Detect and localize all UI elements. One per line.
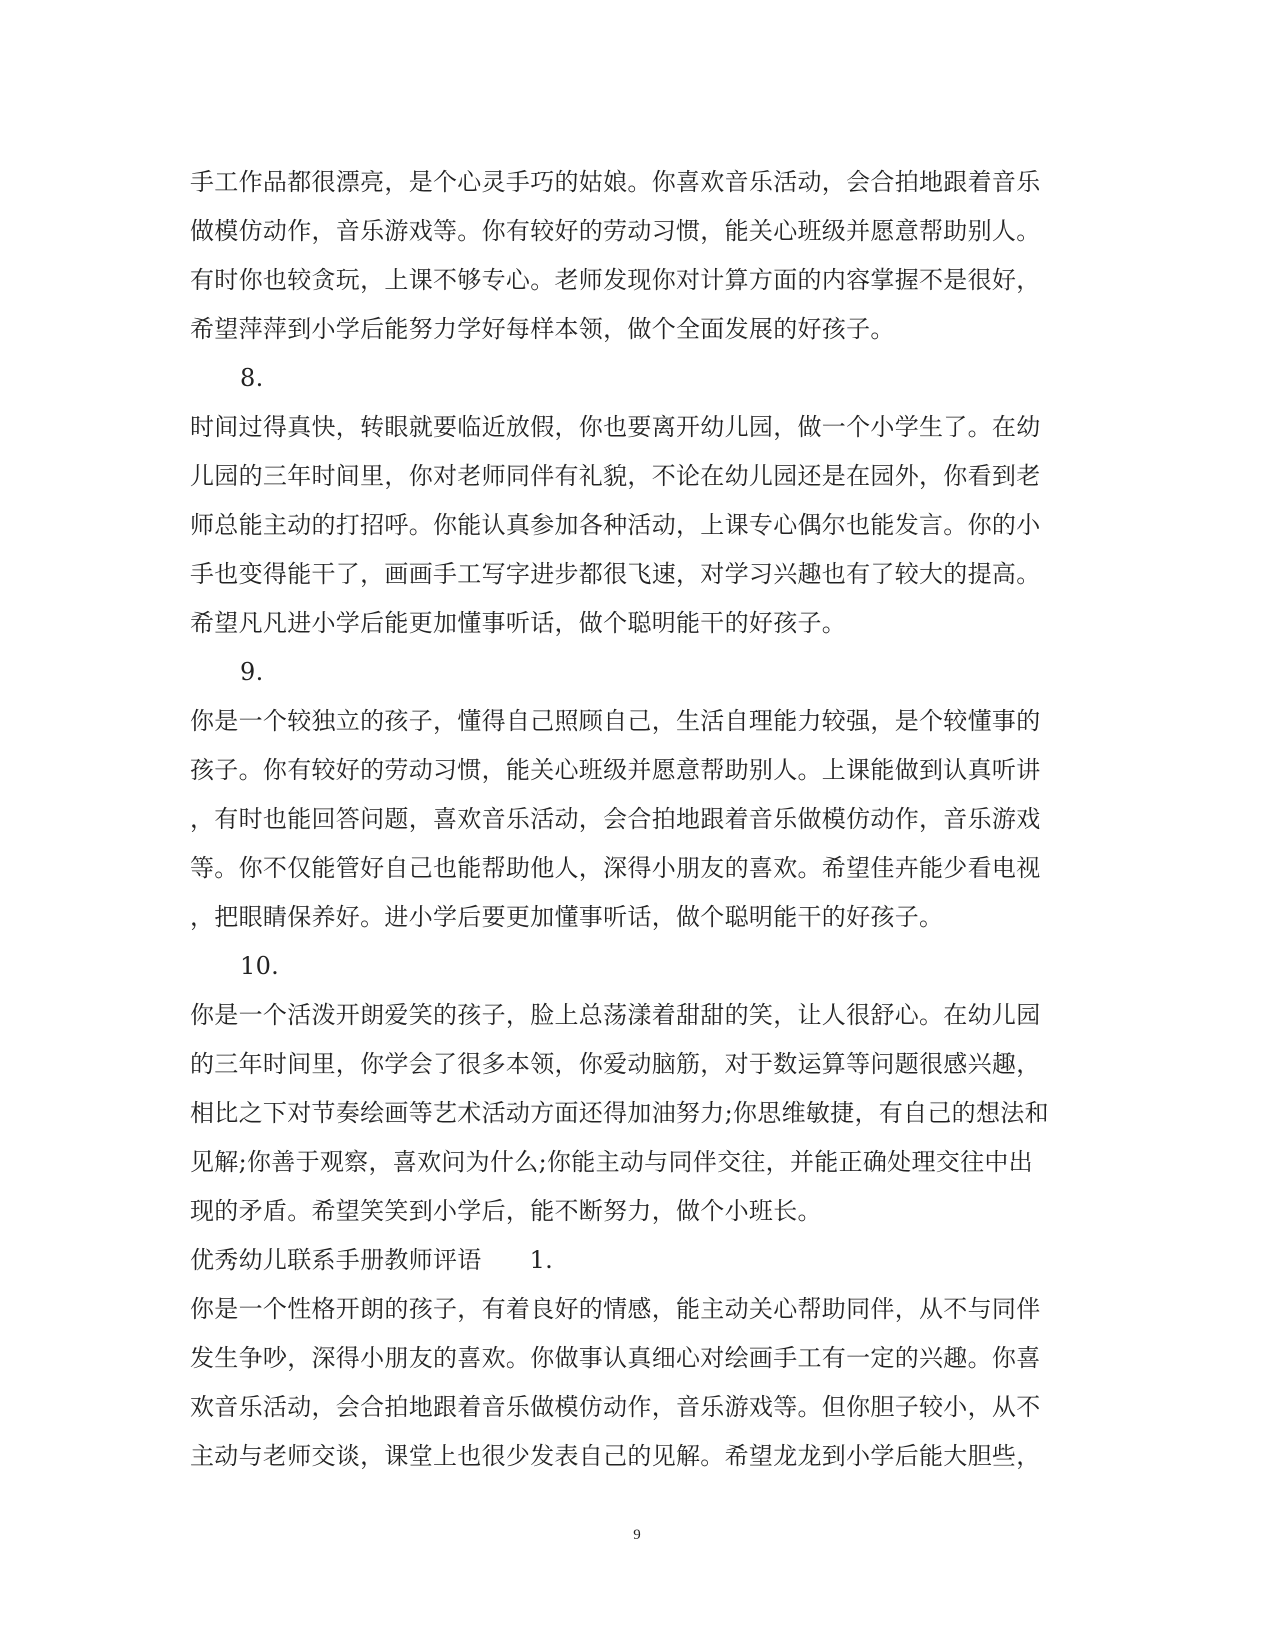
text-line: 有时你也较贪玩，上课不够专心。老师发现你对计算方面的内容掌握不是很好， bbox=[190, 266, 1041, 294]
text-line: 欢音乐活动，会合拍地跟着音乐做模仿动作，音乐游戏等。但你胆子较小，从不 bbox=[190, 1393, 1041, 1421]
text-line: 的三年时间里，你学会了很多本领，你爱动脑筋，对于数运算等问题很感兴趣， bbox=[190, 1050, 1041, 1078]
section-heading-title: 优秀幼儿联系手册教师评语 bbox=[190, 1246, 482, 1274]
text-line: 希望凡凡进小学后能更加懂事听话，做个聪明能干的好孩子。 bbox=[190, 609, 847, 637]
text-line: 现的矛盾。希望笑笑到小学后，能不断努力，做个小班长。 bbox=[190, 1197, 822, 1225]
item-number: 9. bbox=[240, 658, 264, 686]
section-heading-number: 1. bbox=[529, 1246, 554, 1274]
text-line: 你是一个较独立的孩子，懂得自己照顾自己，生活自理能力较强，是个较懂事的 bbox=[190, 707, 1041, 735]
section-heading bbox=[190, 1236, 1090, 1285]
text-line: 做模仿动作，音乐游戏等。你有较好的劳动习惯，能关心班级并愿意帮助别人。 bbox=[190, 217, 1041, 245]
text-line: ，把眼睛保养好。进小学后要更加懂事听话，做个聪明能干的好孩子。 bbox=[190, 903, 944, 931]
text-line: 发生争吵，深得小朋友的喜欢。你做事认真细心对绘画手工有一定的兴趣。你喜 bbox=[190, 1344, 1041, 1372]
page-number: 9 bbox=[633, 1527, 641, 1543]
text-line: ，有时也能回答问题，喜欢音乐活动，会合拍地跟着音乐做模仿动作，音乐游戏 bbox=[190, 805, 1041, 833]
text-line: 师总能主动的打招呼。你能认真参加各种活动，上课专心偶尔也能发言。你的小 bbox=[190, 511, 1041, 539]
text-line: 等。你不仅能管好自己也能帮助他人，深得小朋友的喜欢。希望佳卉能少看电视 bbox=[190, 854, 1041, 882]
text-line: 你是一个活泼开朗爱笑的孩子，脸上总荡漾着甜甜的笑，让人很舒心。在幼儿园 bbox=[190, 1001, 1041, 1029]
text-line: 主动与老师交谈，课堂上也很少发表自己的见解。希望龙龙到小学后能大胆些， bbox=[190, 1442, 1041, 1470]
body-text bbox=[190, 158, 1090, 1481]
item-number: 10. bbox=[240, 952, 280, 980]
text-line: 孩子。你有较好的劳动习惯，能关心班级并愿意帮助别人。上课能做到认真听讲 bbox=[190, 756, 1041, 784]
text-line: 希望萍萍到小学后能努力学好每样本领，做个全面发展的好孩子。 bbox=[190, 315, 895, 343]
text-line: 见解;你善于观察，喜欢问为什么;你能主动与同伴交往，并能正确处理交往中出 bbox=[190, 1148, 1033, 1176]
text-line: 你是一个性格开朗的孩子，有着良好的情感，能主动关心帮助同伴，从不与同伴 bbox=[190, 1295, 1041, 1323]
text-line: 儿园的三年时间里，你对老师同伴有礼貌，不论在幼儿园还是在园外，你看到老 bbox=[190, 462, 1041, 490]
text-line: 相比之下对节奏绘画等艺术活动方面还得加油努力;你思维敏捷，有自己的想法和 bbox=[190, 1099, 1049, 1127]
text-line: 手也变得能干了，画画手工写字进步都很飞速，对学习兴趣也有了较大的提高。 bbox=[190, 560, 1041, 588]
text-line: 时间过得真快，转眼就要临近放假，你也要离开幼儿园，做一个小学生了。在幼 bbox=[190, 413, 1041, 441]
item-number: 8. bbox=[240, 364, 264, 392]
text-line: 手工作品都很漂亮，是个心灵手巧的姑娘。你喜欢音乐活动，会合拍地跟着音乐 bbox=[190, 168, 1041, 196]
